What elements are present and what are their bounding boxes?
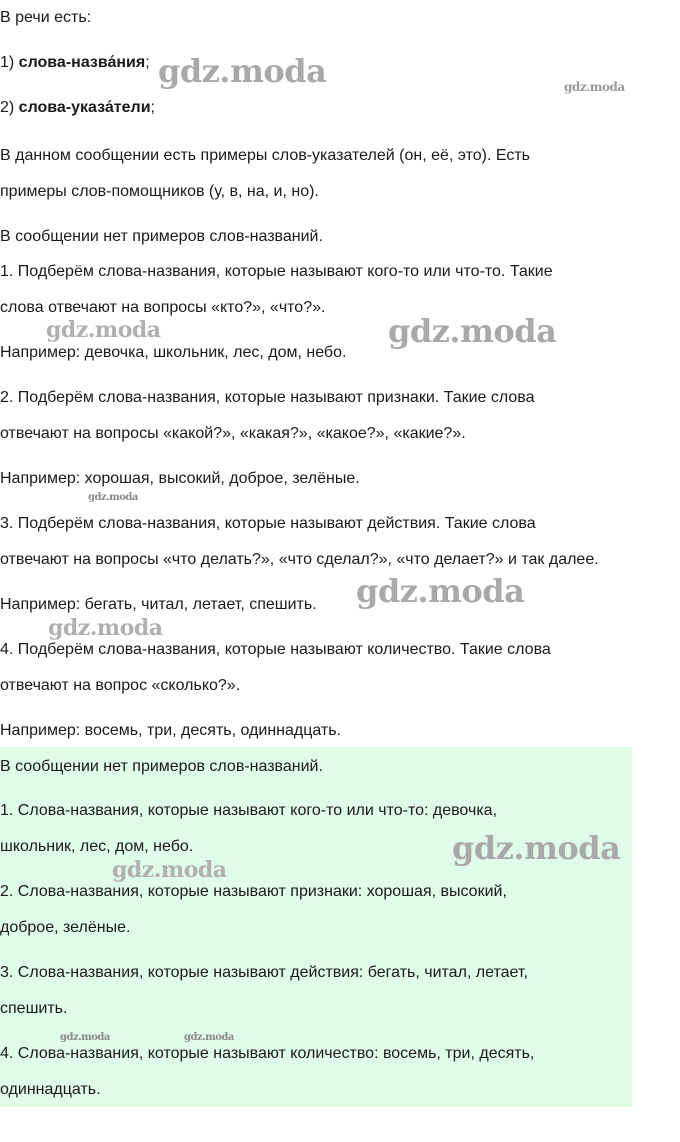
watermark: gdz.moda <box>48 615 163 641</box>
watermark: gdz.moda <box>356 572 525 610</box>
answer-title: В сообщении нет примеров слов-названий. <box>0 758 323 775</box>
section-3-example: Например: бегать, читал, летает, спешить. <box>0 596 317 613</box>
watermark: gdz.moda <box>564 80 625 94</box>
answer-1-line: 1. Слова-названия, которые называют кого-то или что-то: девочка, <box>0 802 498 819</box>
intro-item-2 <box>0 98 155 118</box>
item-tail: ; <box>145 54 150 71</box>
intro-item-1 <box>0 53 150 73</box>
answer-4-line: одиннадцать. <box>0 1081 101 1098</box>
answer-4-line: 4. Слова-названия, которые называют количество: восемь, три, десять, <box>0 1045 535 1062</box>
section-2-line: отвечают на вопросы «какой?», «какая?», «какое?», «какие?». <box>0 425 466 442</box>
item-tail: ; <box>150 99 155 116</box>
watermark: gdz.moda <box>88 492 138 503</box>
answer-3-line: 3. Слова-названия, которые называют действия: бегать, читал, летает, <box>0 964 528 981</box>
section-2-example: Например: хорошая, высокий, доброе, зелёные. <box>0 470 360 487</box>
section-3-line: отвечают на вопросы «что делать?», «что сделал?», «что делает?» и так далее. <box>0 551 599 568</box>
answer-3-line: спешить. <box>0 1000 68 1017</box>
term-pointers: слова-указа́тели <box>18 99 151 116</box>
section-1-line: 1. Подберём слова-названия, которые называют кого-то или что-то. Такие <box>0 263 553 280</box>
watermark: gdz.moda <box>158 52 327 90</box>
section-4-line: 4. Подберём слова-названия, которые называют количество. Такие слова <box>0 641 551 658</box>
section-4-line: отвечают на вопрос «сколько?». <box>0 677 241 694</box>
section-3-line: 3. Подберём слова-названия, которые называют действия. Такие слова <box>0 515 536 532</box>
section-2-line: 2. Подберём слова-названия, которые называют признаки. Такие слова <box>0 389 535 406</box>
section-1-line: слова отвечают на вопросы «кто?», «что?». <box>0 299 326 316</box>
answer-2-line: доброе, зелёные. <box>0 919 131 936</box>
watermark: gdz.moda <box>60 1032 110 1043</box>
watermark: gdz.moda <box>184 1032 234 1043</box>
section-4-example: Например: восемь, три, десять, одиннадцать. <box>0 722 342 739</box>
item-number: 1) <box>0 54 19 71</box>
section-1-example: Например: девочка, школьник, лес, дом, небо. <box>0 344 347 361</box>
term-names: слова-назва́ния <box>18 54 146 71</box>
answer-2-line: 2. Слова-названия, которые называют признаки: хорошая, высокий, <box>0 883 507 900</box>
answer-1-line: школьник, лес, дом, небо. <box>0 838 194 855</box>
paragraph-line: В данном сообщении есть примеры слов-указателей (он, её, это). Есть <box>0 147 530 164</box>
watermark: gdz.moda <box>452 829 621 867</box>
item-number: 2) <box>0 99 19 116</box>
watermark: gdz.moda <box>388 312 557 350</box>
paragraph-line: примеры слов-помощников (у, в, на, и, но). <box>0 183 319 200</box>
intro-line: В речи есть: <box>0 9 92 26</box>
paragraph-line: В сообщении нет примеров слов-названий. <box>0 228 323 245</box>
watermark: gdz.moda <box>46 317 161 343</box>
watermark: gdz.moda <box>112 857 227 883</box>
